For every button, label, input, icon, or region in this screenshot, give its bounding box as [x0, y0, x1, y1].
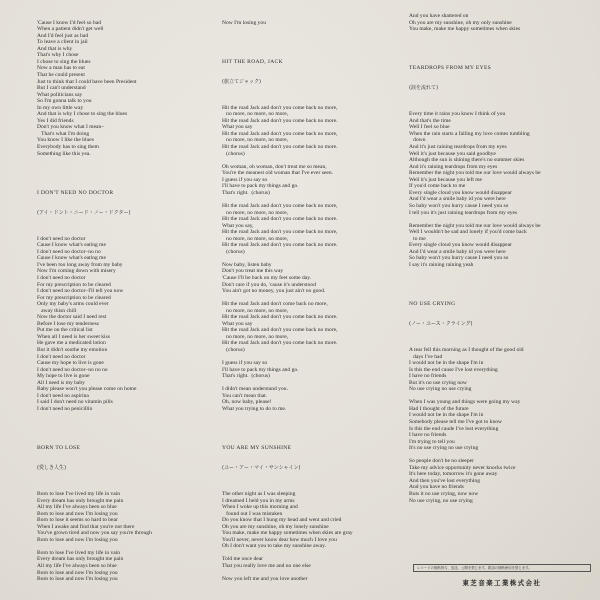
lyric-line: Don't care if you do, 'cause it's understood	[222, 281, 316, 288]
lyric-line: Hit the road Jack and don't you come back no more.	[222, 144, 338, 151]
lyric-line: You make, make me happy sometimes when skies are gray	[222, 530, 353, 537]
lyric-line: I'm trying to tell you	[409, 438, 455, 445]
song-title-teardrops-from-my-eyes: TEARDROPS FROM MY EYES	[409, 65, 492, 72]
lyric-line: Hit the road Jack and don't you come back no more.	[222, 242, 338, 249]
song-lines-continued	[222, 13, 397, 26]
lyric-line: Born to lose it seems so hard to bear	[37, 517, 118, 524]
song-lyrics-i-dont-need-no-doctor	[37, 229, 207, 412]
song-lyrics-hit-the-road-jack	[222, 98, 397, 412]
lyric-line: So I'm gonna talk to you	[37, 98, 92, 105]
lyric-line: If you'd come back to me	[409, 183, 466, 190]
lyric-line: That he could present	[37, 72, 85, 79]
lyric-line: I've been too long away from my baby	[37, 261, 123, 268]
lyrics-column-right	[409, 0, 599, 517]
song-title-no-use-crying: NO USE CRYING	[409, 301, 456, 308]
lyric-line: Born to lose and now I'm losing you	[37, 569, 118, 576]
lyric-line: A tear fell this morning as I thought of the good old	[409, 346, 524, 353]
lyric-line: Well it's just because you said goodbye	[409, 150, 496, 157]
ray-charles-song-lines	[37, 13, 207, 157]
lyric-line: days I've had	[409, 353, 443, 360]
lyric-line: What you say,	[222, 222, 254, 229]
lyric-line: I said I don't need no vitamin pills	[37, 399, 113, 406]
lyric-line: For my prescription to be cleared	[37, 294, 111, 301]
lyric-line: Is this the end caude I've lost everything	[409, 425, 499, 432]
lyric-line: Don't you know what I mean–	[37, 124, 105, 131]
song-title-jp-born-to-lose: (愛しき人生)	[37, 464, 67, 471]
lyric-line: I dreamed I held you in my arms	[222, 497, 295, 504]
lyric-line: I have no friends	[409, 373, 447, 380]
song-title-you-are-my-sunshine: YOU ARE MY SUNSHINE	[222, 445, 292, 452]
lyric-line: You've grown tired and now you say you're through	[37, 530, 152, 537]
lyric-line: Every dream has only brought me pain	[37, 556, 124, 563]
lyric-line: You can't mean that.	[222, 392, 268, 399]
lyric-line: So baby won't you hurry cause I need you so	[409, 255, 509, 262]
lyric-line: (chorus)	[222, 150, 245, 157]
lyric-line: Now I'm losing you	[222, 19, 266, 26]
lyric-line: Hit the road Jack and don't you come back no more,	[222, 327, 338, 334]
lyric-line: That you really love me and no one else	[222, 563, 311, 570]
lyric-line: But I can't understand	[37, 85, 86, 92]
lyric-line: When I was young and things were going my way	[409, 399, 521, 406]
lyric-line: I guess if you say so	[222, 360, 268, 367]
lyric-line: away thisn chill	[37, 307, 77, 314]
lyric-line: Born to lose and now I'm losing you	[37, 510, 118, 517]
lyric-line: It's no use crying no use crying	[409, 445, 479, 452]
lyric-line: And that is why I chose to sing the blues	[37, 111, 128, 118]
lyrics-column-left	[37, 0, 207, 596]
lyric-line: What you trying to do to me.	[222, 405, 287, 412]
lyric-line: I would not be in the shape I'm in	[409, 360, 484, 367]
lyric-line: Well I wouldn't be sad and lonely if you'd come back	[409, 229, 527, 236]
lyric-line: Hit the road Jack and don't you come back no more.	[222, 314, 338, 321]
lyric-line: (chorus)	[222, 248, 245, 255]
song-lyrics-no-use-crying	[409, 340, 599, 504]
lyric-line: I don't need no doctor	[37, 274, 86, 281]
lyric-line: down	[409, 137, 426, 144]
lyric-line: to me	[409, 235, 426, 242]
lyric-line: That's right. (chorus)	[222, 189, 270, 196]
lyric-line: When all I need is her sweet kiss	[37, 333, 110, 340]
lyric-line: Hit the road Jack and don't you come back no more.	[222, 216, 338, 223]
lyric-line: Before I lose my tenderness	[37, 320, 99, 327]
lyric-line: Hit the road Jack and don't you come back no more,	[222, 229, 338, 236]
lyric-line: 'Cause I'll be back on my feet some day.	[222, 274, 312, 281]
song-title-jp-i-dont-need-no-doctor: (アイ・ドント・ニード・ノー・ドクター)	[37, 209, 131, 216]
lyric-line: no more, no more, no more,	[222, 333, 289, 340]
song-title-jp-no-use-crying: (ノー・ユース・クライング)	[409, 320, 473, 327]
lyric-line: (chorus)	[222, 346, 245, 353]
lyric-line: I don't need no doctor	[37, 235, 86, 242]
lyric-line: I don't need no doctor–no no	[37, 248, 101, 255]
lyric-line: Cause I know what's eating me	[37, 255, 106, 262]
lyric-line: no more, no more, no more,	[222, 235, 289, 242]
lyric-line: I don't need no doctor–I'll tell you now	[37, 288, 124, 295]
lyric-line: Oh, now baby, please!	[222, 399, 272, 406]
song-title-jp-you-are-my-sunshine: (ユー・アー・マイ・サンシャイン)	[222, 464, 301, 471]
lyric-line: Is this the end cause I've lost everything	[409, 366, 498, 373]
lyric-line: 'Cause I know I'd feel so bad	[37, 19, 101, 26]
lyric-line: And I'd wear a smile baby id you were here	[409, 248, 506, 255]
lyric-line: Now I'm coming down with misery	[37, 268, 116, 275]
lyric-line: So baby won't you hurry cause I need you so	[409, 202, 509, 209]
lyric-line: Cause I know what's eating me	[37, 242, 106, 249]
lyric-line: He gave me a medicated lotion	[37, 340, 106, 347]
lyric-line: What you say	[222, 320, 253, 327]
lyric-line: Now baby, listen baby	[222, 261, 272, 268]
lyric-line: That's why I chose	[37, 52, 79, 59]
lyric-line: That's what I'm doing	[37, 130, 90, 137]
lyric-line: Well I feel so blue	[409, 124, 450, 131]
lyric-line: You'll never, never know dear how much I love you	[222, 536, 337, 543]
lyric-line: You're the meanest old woman that I've ever seen.	[222, 170, 333, 177]
lyric-line: Every time it rains you know I think of you	[409, 111, 506, 118]
lyric-line: Told me once dear	[222, 556, 264, 563]
lyric-line: no more, no more, no more,	[222, 307, 289, 314]
lyric-line: I'll have to pack my things and go.	[222, 366, 299, 373]
lyric-line: I don't need no doctor	[37, 353, 86, 360]
lyric-line: And it's just raining teardrops from my eyes	[409, 144, 507, 151]
lyric-line: no more, no more, no more,	[222, 137, 289, 144]
lyric-line: I have no friends	[409, 432, 447, 439]
lyric-line: Take my advice opportunity never knocks twice	[409, 464, 516, 471]
lyric-line: And that is why	[37, 45, 73, 52]
lyric-line: You make, make me happy sometimes when skies	[409, 26, 521, 33]
lyric-line: I'll have to pack my things and go.	[222, 183, 299, 190]
lyric-line: Don't you treat me this way	[222, 268, 284, 275]
lyric-line: I don't need no doctor–no no no	[37, 366, 108, 373]
lyric-line: Baby please won't you please come on home	[37, 386, 137, 393]
lyric-line: Yes I did friends	[37, 117, 74, 124]
lyric-line: Oh you are my sunshine, oh my only sunshine	[409, 19, 512, 26]
lyric-line: Cause my hope to live is gone	[37, 360, 104, 367]
lyric-line: Well it's just because you left me	[409, 176, 483, 183]
lyric-line: Somebody please tell me I've got to know	[409, 419, 502, 425]
record-company-name: 東芝音楽工業株式会社	[462, 579, 542, 587]
lyric-line: I chose to sing the blues	[37, 58, 91, 65]
song-lyrics-you-are-my-sunshine	[222, 484, 397, 582]
lyric-line: When the rain starts a falling my love comes tumbling	[409, 130, 530, 137]
lyric-line: Every dream has only brought me pain	[37, 497, 124, 504]
lyric-line: Everybody has to sing them	[37, 144, 99, 151]
lyric-line: In my own little way	[37, 104, 84, 111]
lyric-line: Every single cloud you know would disappear	[409, 189, 512, 196]
lyric-line: Just to think that I could have been President	[37, 78, 137, 85]
lyric-line: All my life I've always been so blue	[37, 563, 117, 570]
lyric-line: I say it's raining raining yeah	[409, 261, 474, 268]
lyric-line: And I'd wear a smile baby id you were here	[409, 196, 506, 203]
lyric-line: Oh I don't want you to take my sunshine away.	[222, 543, 326, 550]
lyric-line: I would not be in the shape I'm in	[409, 412, 484, 419]
lyric-line: Hit the road Jack and don't you come back no more.	[222, 340, 338, 347]
lyric-line: And it's raining teardrops from my eyes	[409, 163, 498, 170]
lyric-line: You know I like the blues	[37, 137, 94, 144]
lyric-line: Remember the night you told me our love would always be	[409, 170, 541, 177]
lyric-line: Hit the road Jack and don't you come back no more.	[222, 117, 338, 124]
lyric-line: You ain't got no money, you just ain't no good.	[222, 288, 326, 295]
song-title-hit-the-road-jack: HIT THE ROAD, JACK	[222, 58, 283, 65]
lyric-line: And I'd feel just as bad	[37, 32, 89, 39]
lyric-line: I guess if you say so	[222, 176, 268, 183]
lyric-line: Put me on the critical list	[37, 327, 93, 334]
copyright-notice	[413, 564, 591, 587]
song-lyrics-born-to-lose	[37, 484, 207, 582]
lyric-line: No use crying, no use crying	[409, 497, 473, 504]
lyric-line: To leave a client in jail	[37, 39, 88, 46]
lyric-line: All I need is my baby	[37, 379, 85, 386]
lyric-line: Every single cloud you know would disappear	[409, 242, 512, 249]
song-title-jp-teardrops-from-my-eyes: (涙を流れて)	[409, 85, 439, 92]
lyric-line: found out I was mistaken	[222, 510, 283, 517]
lyric-line: no more, no more, no more,	[222, 111, 289, 118]
lyric-line: And you have no friends	[409, 484, 464, 491]
lyric-line: Hit the road Jack and don't you come back no more,	[222, 130, 338, 137]
lyric-line: So people don't be no sleeper	[409, 458, 474, 465]
lyrics-column-middle	[222, 0, 397, 596]
lyric-line: My hope to live is gone	[37, 373, 90, 380]
song-title-jp-hit-the-road-jack: (旅立てジャック)	[222, 78, 261, 85]
lyric-line: That's right. (chorus)	[222, 373, 270, 380]
lyric-line: Hit the road Jack and don't you come back no more,	[222, 104, 338, 111]
lyric-line: Although the sun is shining there's no summer skies	[409, 157, 525, 164]
lyric-line: Born to lose I've lived my life in vain	[37, 549, 121, 556]
lyric-line: When I awake and find that you're not there	[37, 523, 135, 530]
lyric-line: It's here today, tomorrow it's gone away	[409, 471, 498, 478]
lyric-line: And then you've lost everything	[409, 477, 480, 484]
lyric-line: I didn't mean understand you.	[222, 386, 288, 393]
lyric-line: no more, no more, no more,	[222, 209, 289, 216]
lyric-line: For my prescription to be cleared	[37, 281, 111, 288]
lyric-line: Born to lose and now I'm losing you	[37, 576, 118, 583]
lyric-line: When I woke up this morning and	[222, 504, 298, 511]
lyric-line: Remember the night you told me our love would always be	[409, 222, 541, 229]
lyric-line: I don't need no aspirina	[37, 392, 89, 399]
lyric-line: Born to lose and now I'm losing you	[37, 536, 118, 543]
lyric-line: And you have shattered on	[409, 13, 469, 20]
lyric-line: Now a man has to eat	[37, 65, 85, 72]
lyric-line: I tell you it's just raining teardrops from my eyes	[409, 209, 518, 216]
lyric-line: Hit the road Jack and don't you come back no more,	[222, 202, 338, 209]
lyric-line: Buts it no use crying, now now	[409, 491, 479, 498]
lyric-line: The other night as I was sleeping	[222, 491, 296, 498]
lyric-line: Born to lose I've lived my life in vain	[37, 491, 121, 498]
lyric-line: Something like this yea.	[37, 150, 91, 157]
lyric-line: No use crying no use crying	[409, 386, 472, 393]
lyric-line: Oh woman, oh woman, don't treat me so mean,	[222, 163, 327, 170]
song-title-born-to-lose: BORN TO LOSE	[37, 445, 81, 452]
lyric-line: I don't need no penicillin	[37, 405, 93, 412]
lyric-line: What you say	[222, 124, 253, 131]
lyric-line: Hit the road Jack and don't come back no more,	[222, 301, 328, 308]
lyric-line: Now the doctor said I need rest	[37, 314, 107, 321]
lyric-line: What politicians say	[37, 91, 83, 98]
song-title-i-dont-need-no-doctor: I DON'T NEED NO DOCTOR	[37, 189, 114, 196]
lyric-line: But it didn't soothe my emotion	[37, 346, 108, 353]
lyric-line: Had I thought of the future	[409, 405, 469, 412]
lyric-line: Now you left me and you love another	[222, 576, 308, 583]
lyric-line: And that's the time	[409, 117, 451, 124]
lyric-line: Do you know that I hung my head and went and cried	[222, 517, 342, 524]
lyric-line: When a patient didn't get well	[37, 26, 104, 33]
lyric-line: All my life I've always been so blue	[37, 504, 117, 511]
notice-box: レコードの無断貸与、放送、公開を禁じます。歌詞の無断使用を禁じます。	[413, 564, 591, 572]
song-lyrics-teardrops-from-my-eyes	[409, 105, 599, 269]
lyric-line: Oh you are my sunshine, oh my lonely sunshine	[222, 523, 329, 530]
lyric-line: But it's no use crying now	[409, 379, 467, 386]
lyric-line: Only my baby's arms could ever	[37, 301, 109, 308]
song-lines-continued	[409, 13, 599, 33]
